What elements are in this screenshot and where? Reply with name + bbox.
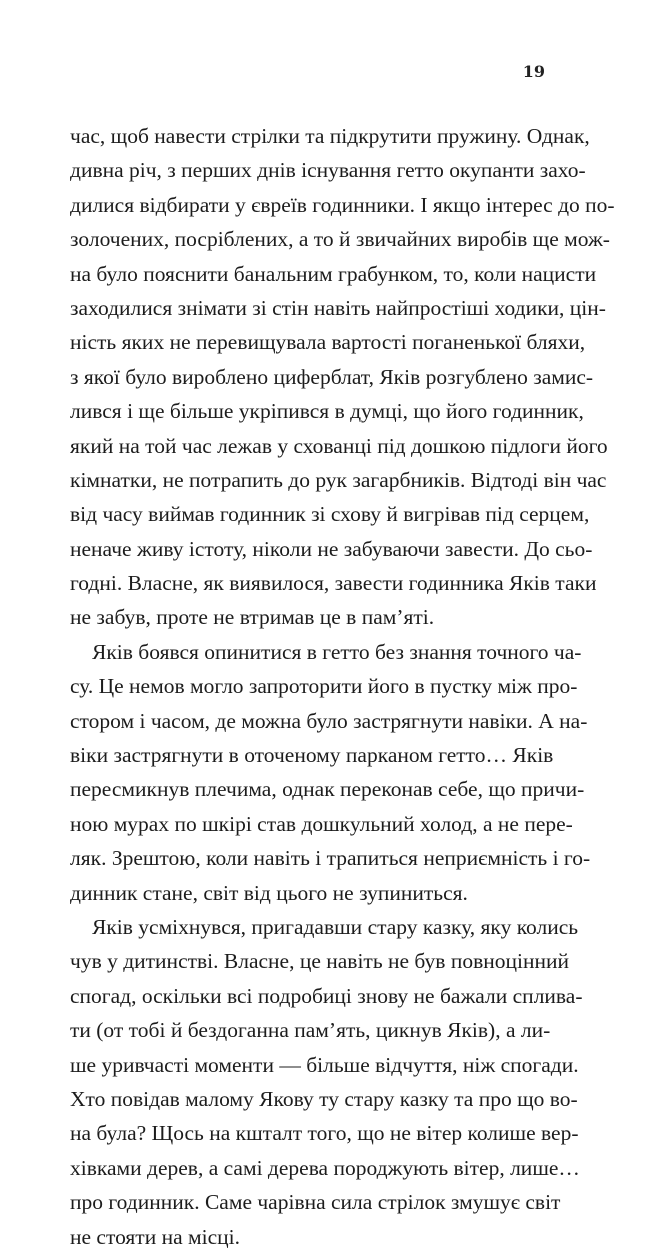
text-line: годні. Власне, як виявилося, завести годинника Яків таки <box>70 571 597 596</box>
text-line: на було пояснити банальним грабунком, то, коли нацисти <box>70 261 597 286</box>
text-line: Яків боявся опинитися в гетто без знання точного ча- <box>92 639 582 664</box>
text-line: ляк. Зрештою, коли навіть і трапиться неприємність і го- <box>70 846 591 871</box>
body-text <box>70 119 615 1254</box>
page-number: 19 <box>522 62 545 81</box>
text-line: хівками дерев, а самі дерева породжують вітер, лише… <box>70 1155 580 1180</box>
text-line: не забув, проте не втримав це в пам’яті. <box>70 605 435 630</box>
text-line: пересмикнув плечима, однак переконав себе, що причи- <box>70 777 585 802</box>
text-line: су. Це немов могло запроторити його в пустку між про- <box>70 674 578 699</box>
text-line: на була? Щось на кшталт того, що не вітер колише вер- <box>70 1121 579 1146</box>
text-line: чув у дитинстві. Власне, це навіть не був повноцінний <box>70 949 569 974</box>
text-line: час, щоб навести стрілки та підкрутити пружину. Однак, <box>70 124 590 148</box>
text-line: Яків усміхнувся, пригадавши стару казку, яку колись <box>92 914 579 939</box>
text-line: заходилися знімати зі стін навіть найпростіші ходики, цін- <box>70 295 606 320</box>
text-line: кімнатки, не потрапить до рук загарбників. Відтоді він час <box>70 467 607 492</box>
text-line: з якої було вироблено циферблат, Яків розгублено замис- <box>70 364 594 389</box>
text-line: ною мурах по шкірі став дошкульний холод, а не пере- <box>70 811 573 836</box>
text-line: ність яких не перевищувала вартості поганенької бляхи, <box>70 330 586 355</box>
text-line: дивна річ, з перших днів існування гетто окупанти захо- <box>70 158 586 183</box>
text-line: дилися відбирати у євреїв годинники. І якщо інтерес до по- <box>70 192 615 217</box>
text-line: динник стане, світ від цього не зупиниться. <box>70 880 468 905</box>
text-line: ше уривчасті моменти — більше відчуття, ніж спогади. <box>70 1052 579 1077</box>
text-line: неначе живу істоту, ніколи не забуваючи завести. До сьо- <box>70 536 593 561</box>
text-line: Хто повідав малому Якову ту стару казку та про що во- <box>70 1086 578 1111</box>
text-line: лився і ще більше укріпився в думці, що його годинник, <box>70 399 584 424</box>
text-line: золочених, посріблених, а то й звичайних виробів ще мож- <box>70 227 610 252</box>
text-line: ти (от тобі й бездоганна пам’ять, цикнув Яків), а ли- <box>70 1018 551 1043</box>
text-line: від часу виймав годинник зі схову й вигрівав під серцем, <box>70 502 590 527</box>
text-line: не стояти на місці. <box>70 1224 240 1249</box>
text-line: спогад, оскільки всі подробиці знову не бажали сплива- <box>70 983 583 1008</box>
text-line: який на той час лежав у схованці під дошкою підлоги його <box>70 433 608 458</box>
text-line: стором і часом, де можна було застрягнути навіки. А на- <box>70 708 588 733</box>
text-line: про годинник. Саме чарівна сила стрілок змушує світ <box>70 1190 561 1215</box>
text-line: віки застрягнути в оточеному парканом гетто… Яків <box>70 743 554 768</box>
